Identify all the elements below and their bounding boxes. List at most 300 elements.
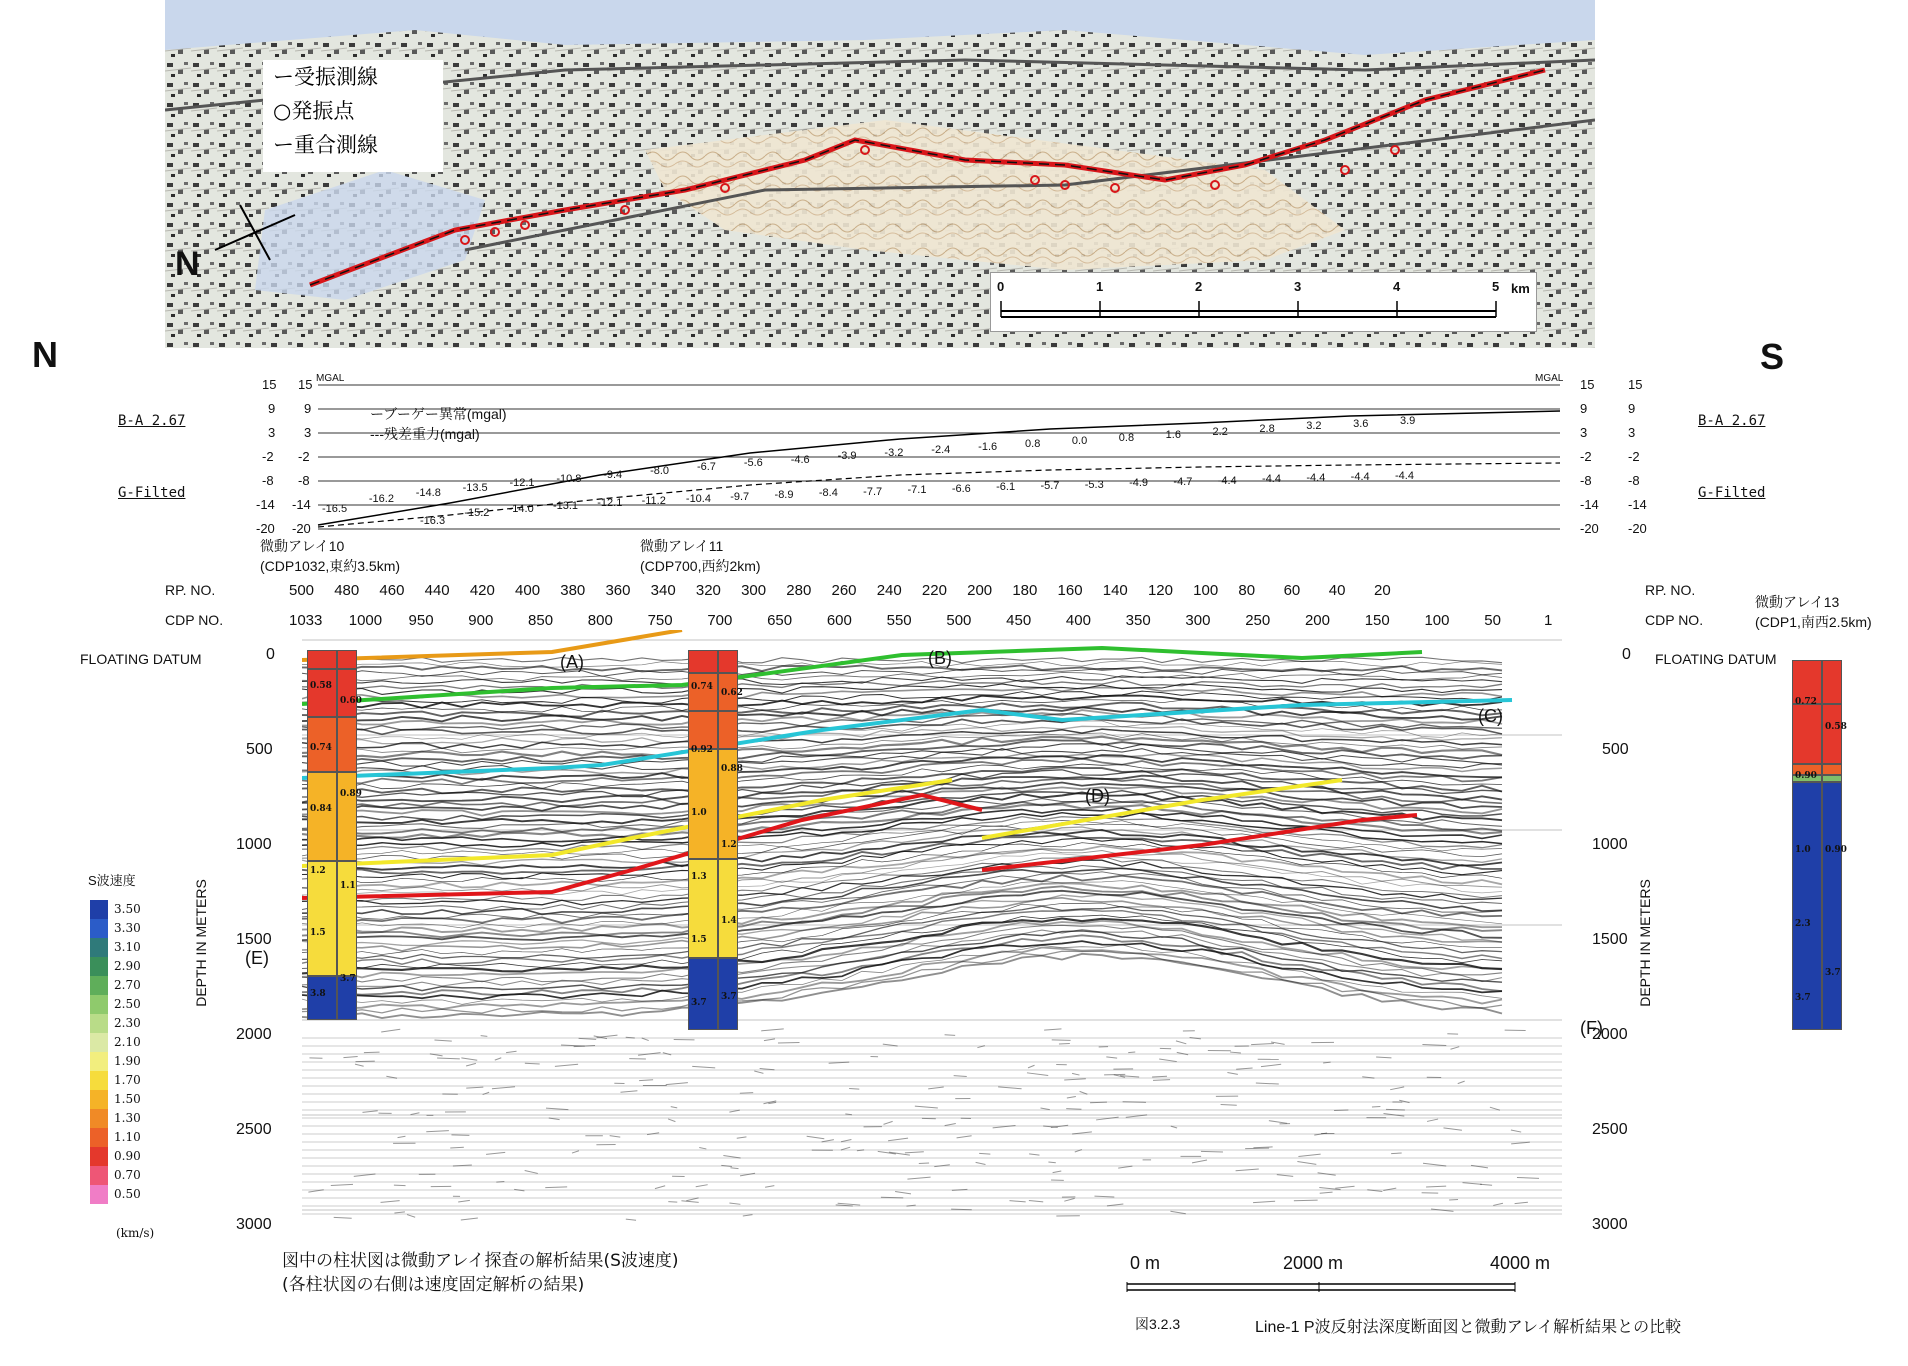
velocity-value-left: 0.58: [310, 680, 332, 691]
noise-trace: [1515, 1202, 1528, 1203]
scalebar-2000: 2000 m: [1283, 1253, 1344, 1273]
residual-value: -4.4: [1350, 471, 1370, 484]
velocity-value-right: 0.58: [1825, 721, 1847, 732]
bouguer-value: -2.4: [931, 443, 951, 456]
velocity-value-left: 0.74: [310, 742, 332, 753]
velocity-value-left: 1.0: [691, 808, 707, 819]
noise-trace: [934, 1165, 950, 1167]
noise-trace: [954, 1076, 967, 1077]
velocity-layer: [307, 650, 337, 669]
velocity-legend-swatch: [90, 938, 108, 957]
gravity-tick-right-inner: 15: [1580, 377, 1595, 392]
noise-trace: [1422, 1044, 1446, 1045]
marker-e: (E): [245, 948, 269, 968]
interpreted-horizon: [302, 630, 682, 660]
velocity-legend-swatch: [90, 900, 108, 919]
noise-trace: [699, 1147, 706, 1148]
cdp-tick: 1000: [348, 612, 383, 629]
cdp-tick: 100: [1424, 612, 1450, 629]
velocity-value-left: 0.90: [1795, 771, 1817, 781]
bouguer-value: 0.0: [1071, 434, 1088, 447]
noise-trace: [1480, 1184, 1492, 1185]
rp-label-right: RP. NO.: [1645, 582, 1696, 598]
gravity-tick-right-inner: -2: [1580, 449, 1592, 464]
noise-trace: [1251, 1044, 1274, 1045]
depth-axis-title-right: DEPTH IN METERS: [1636, 879, 1653, 1007]
map-scale-tick-5: 5: [1492, 279, 1500, 294]
velocity-layer: [718, 650, 738, 673]
map-scale-unit: km: [1511, 281, 1530, 296]
ba-label-right: B-A 2.67: [1698, 413, 1766, 429]
velocity-legend-swatch: [90, 1128, 108, 1147]
marker-f: (F): [1580, 1018, 1603, 1038]
floating-datum-right: FLOATING DATUM: [1655, 651, 1777, 667]
cdp-tick: 600: [826, 612, 852, 629]
noise-trace: [668, 1119, 675, 1122]
velocity-value-left: 2.3: [1795, 919, 1811, 929]
velocity-layer: [337, 669, 357, 717]
noise-trace: [355, 1064, 364, 1066]
gravity-tick-right: -8: [1628, 473, 1640, 488]
depth-tick-left: 2500: [236, 1121, 272, 1138]
residual-value: -12.1: [597, 497, 623, 510]
gravity-tick-left: 9: [268, 401, 276, 416]
depth-tick-left: 1500: [236, 931, 272, 948]
scalebar-0: 0 m: [1130, 1253, 1161, 1273]
cdp-tick: 800: [587, 612, 613, 629]
noise-trace: [362, 1111, 377, 1113]
depth-tick-left: 500: [246, 741, 273, 758]
noise-trace: [723, 1156, 740, 1158]
velocity-value-right: 3.7: [340, 973, 356, 984]
noise-trace: [1029, 1154, 1039, 1155]
depth-tick-right: 2500: [1592, 1121, 1628, 1138]
noise-trace: [1029, 1201, 1043, 1202]
velocity-value-left: 3.7: [1795, 993, 1811, 1003]
residual-value: -14.0: [508, 502, 534, 515]
rp-tick: 140: [1102, 582, 1128, 599]
gravity-tick-left: -8: [262, 473, 274, 488]
reflector-trace: [302, 676, 1502, 685]
velocity-legend-swatch: [90, 1109, 108, 1128]
noise-trace: [1177, 1052, 1188, 1054]
velocity-legend-value: 1.50: [114, 1092, 141, 1106]
noise-trace: [905, 1152, 924, 1153]
rp-tick: 20: [1374, 582, 1391, 599]
bouguer-value: -12.1: [509, 477, 535, 490]
noise-trace: [915, 1106, 938, 1108]
gravity-tick-right-inner: 3: [1580, 425, 1588, 440]
map-scale-tick-3: 3: [1294, 279, 1302, 294]
noise-trace: [1066, 1109, 1081, 1110]
noise-trace: [1261, 1064, 1281, 1066]
velocity-value-left: 1.3: [691, 871, 707, 882]
cdp-tick: 850: [528, 612, 554, 629]
velocity-legend-value: 3.30: [114, 921, 141, 935]
floating-datum-left: FLOATING DATUM: [80, 651, 202, 667]
velocity-legend-swatch: [90, 1071, 108, 1090]
gravity-tick-right: 15: [1628, 377, 1643, 392]
noise-trace: [1253, 1201, 1275, 1202]
rp-tick: 360: [605, 582, 631, 599]
mgal-right: MGAL: [1535, 373, 1564, 384]
rp-tick: 220: [921, 582, 947, 599]
bouguer-value: 2.2: [1212, 426, 1228, 439]
noise-trace: [334, 1217, 352, 1218]
noise-trace: [546, 1108, 568, 1109]
noise-trace: [466, 1063, 476, 1066]
map-scale-bar: [990, 272, 1537, 332]
noise-trace: [1090, 1102, 1107, 1103]
velocity-legend-swatch: [90, 976, 108, 995]
noise-trace: [450, 1147, 464, 1148]
cdp-label-right: CDP NO.: [1645, 612, 1704, 628]
noise-trace: [1256, 1083, 1279, 1084]
velocity-legend-swatch: [90, 1090, 108, 1109]
legend-shot-point: ○発振点: [273, 99, 355, 123]
rp-tick: 100: [1193, 582, 1219, 599]
noise-trace: [807, 1136, 825, 1138]
noise-trace: [1458, 1081, 1465, 1083]
gf-label-right: G-Filted: [1698, 485, 1766, 501]
gravity-tick-left-inner: -14: [292, 497, 311, 512]
noise-trace: [928, 1087, 944, 1089]
noise-trace: [1176, 1041, 1186, 1044]
velocity-legend-swatch: [90, 1014, 108, 1033]
bouguer-value: -1.6: [978, 440, 998, 453]
bouguer-value: 3.2: [1306, 420, 1322, 433]
noise-trace: [1152, 1076, 1167, 1077]
noise-trace: [1201, 1151, 1223, 1152]
map-scale-tick-0: 0: [997, 279, 1005, 294]
rp-tick: 440: [424, 582, 450, 599]
gravity-tick-left: -14: [256, 497, 275, 512]
map-scale-tick-4: 4: [1393, 279, 1401, 294]
north-direction-label: N: [32, 334, 58, 375]
noise-trace: [1067, 1096, 1076, 1097]
noise-trace: [1493, 1203, 1503, 1205]
noise-trace: [907, 1177, 930, 1179]
gravity-tick-left-inner: 9: [304, 401, 312, 416]
noise-trace: [1170, 1211, 1185, 1213]
mgal-left: MGAL: [316, 373, 345, 384]
noise-trace: [1230, 1052, 1241, 1053]
cdp-tick: 750: [647, 612, 673, 629]
marker-d: (D): [1085, 786, 1110, 806]
velocity-value-left: 3.8: [310, 989, 326, 1000]
location-map: [165, 0, 1595, 348]
cdp-tick: 250: [1245, 612, 1271, 629]
velocity-layer: [337, 861, 357, 976]
noise-trace: [754, 1071, 763, 1073]
bouguer-value: 0.8: [1118, 431, 1135, 444]
depth-tick-right: 2000: [1592, 1026, 1628, 1043]
array10-sub: (CDP1032,東約3.5km): [260, 558, 401, 574]
velocity-value-left: 1.5: [691, 935, 707, 945]
rp-tick: 320: [695, 582, 721, 599]
bouguer-value: 3.6: [1353, 417, 1369, 430]
noise-trace: [495, 1058, 501, 1060]
velocity-layer: [307, 669, 337, 717]
noise-trace: [1320, 1192, 1333, 1193]
depth-tick-left: 3000: [236, 1216, 272, 1233]
noise-trace: [492, 1087, 515, 1089]
figure-number: 図3.2.3: [1135, 1316, 1181, 1332]
cdp-tick: 1: [1544, 612, 1553, 629]
rp-tick: 60: [1283, 582, 1301, 599]
cdp-tick: 650: [767, 612, 793, 629]
noise-trace: [1044, 1029, 1061, 1030]
noise-trace: [461, 1058, 477, 1060]
noise-trace: [1297, 1161, 1316, 1164]
marker-a: (A): [560, 652, 584, 672]
cdp-tick: 50: [1484, 612, 1501, 629]
noise-trace: [1192, 1160, 1207, 1163]
residual-value: -5.3: [1084, 478, 1104, 491]
residual-value: -4.4: [1306, 472, 1326, 485]
noise-trace: [829, 1062, 850, 1063]
noise-trace: [647, 1133, 659, 1135]
noise-trace: [381, 1201, 400, 1203]
residual-value: -8.4: [818, 487, 838, 500]
map-scale-tick-1: 1: [1096, 279, 1104, 294]
noise-trace: [1391, 1153, 1402, 1154]
rp-tick: 180: [1012, 582, 1038, 599]
noise-trace: [331, 1184, 353, 1185]
rp-tick: 460: [379, 582, 405, 599]
legend-residual: ---残差重力(mgal): [370, 426, 480, 442]
cdp-tick: 450: [1006, 612, 1032, 629]
residual-value: -11.2: [641, 495, 666, 508]
velocity-layer: [337, 717, 357, 773]
gravity-tick-right-inner: -20: [1580, 521, 1599, 536]
velocity-layer: [688, 650, 718, 673]
noise-trace: [729, 1110, 739, 1112]
velocity-legend-value: 2.90: [114, 959, 141, 973]
gravity-tick-left-inner: 3: [304, 425, 312, 440]
velocity-legend-value: 3.10: [114, 940, 141, 954]
array11-sub: (CDP700,西約2km): [640, 558, 761, 574]
noise-trace: [407, 1215, 415, 1218]
noise-trace: [458, 1200, 470, 1202]
residual-value: -7.7: [863, 485, 883, 498]
depth-tick-right: 1000: [1592, 836, 1628, 853]
rp-tick: 240: [876, 582, 902, 599]
depth-tick-left: 1000: [236, 836, 272, 853]
velocity-layer: [718, 859, 738, 958]
rp-tick: 500: [289, 582, 315, 599]
noise-trace: [626, 1037, 635, 1038]
noise-trace: [1053, 1171, 1062, 1173]
noise-trace: [721, 1165, 732, 1166]
residual-value: -4.4: [1217, 474, 1237, 487]
gf-label-left: G-Filted: [118, 485, 186, 501]
noise-trace: [671, 1107, 677, 1108]
velocity-value-right: 1.4: [721, 916, 737, 926]
noise-trace: [1277, 1175, 1293, 1177]
noise-trace: [496, 1182, 504, 1183]
noise-trace: [1463, 1183, 1482, 1185]
noise-trace: [1153, 1080, 1170, 1081]
noise-trace: [1427, 1119, 1438, 1121]
bouguer-value: 2.8: [1259, 423, 1275, 436]
velocity-legend-swatch: [90, 1052, 108, 1071]
gravity-tick-left-inner: 15: [298, 377, 313, 392]
marker-c: (C): [1478, 706, 1503, 726]
velocity-value-right: 0.90: [1825, 845, 1847, 855]
noise-trace: [381, 1029, 400, 1032]
velocity-value-left: 0.74: [691, 681, 713, 692]
noise-trace: [764, 1039, 775, 1041]
bouguer-value: -3.2: [884, 447, 904, 460]
noise-trace: [525, 1171, 538, 1174]
noise-trace: [1118, 1166, 1132, 1168]
noise-trace: [1059, 1043, 1070, 1044]
legend-stack-line: ー重合測線: [273, 133, 378, 157]
array13-title: 微動アレイ13: [1755, 594, 1840, 610]
gravity-tick-left: 15: [262, 377, 277, 392]
velocity-layer: [1822, 782, 1842, 1030]
noise-trace: [881, 1197, 903, 1198]
noise-trace: [1426, 1186, 1446, 1187]
noise-trace: [639, 1080, 653, 1081]
bouguer-value: -9.4: [603, 468, 623, 481]
velocity-layer: [688, 673, 718, 711]
velocity-legend-swatch: [90, 995, 108, 1014]
noise-trace: [895, 1191, 911, 1193]
rp-tick: 280: [786, 582, 812, 599]
bouguer-value: -3.9: [837, 450, 857, 463]
cdp-tick: 150: [1364, 612, 1390, 629]
noise-trace: [1511, 1142, 1530, 1144]
velocity-value-left: 0.72: [1795, 697, 1817, 707]
noise-trace: [1298, 1154, 1320, 1156]
seismic-reflections: [302, 630, 1562, 1228]
velocity-layer: [307, 861, 337, 976]
noise-trace: [1028, 1065, 1035, 1068]
noise-trace: [1511, 1130, 1521, 1132]
noise-trace: [729, 1203, 740, 1204]
noise-trace: [841, 1140, 851, 1142]
scalebar-4000: 4000 m: [1490, 1253, 1551, 1273]
caption-line-1: 図中の柱状図は微動アレイ探査の解析結果(S波速度): [282, 1251, 679, 1271]
rp-tick: 400: [515, 582, 541, 599]
bouguer-value: -10.8: [556, 472, 582, 485]
noise-trace: [976, 1162, 986, 1164]
bouguer-value: 0.8: [1025, 437, 1041, 450]
bouguer-value: 1.6: [1165, 428, 1181, 441]
depth-tick-right: 0: [1622, 646, 1631, 663]
bouguer-value: -13.5: [462, 481, 488, 494]
residual-value: -9.7: [730, 491, 750, 504]
gravity-tick-right-inner: 9: [1580, 401, 1588, 416]
rp-tick: 300: [741, 582, 767, 599]
velocity-value-right: 0.62: [721, 688, 743, 698]
residual-value: -15.2: [464, 506, 490, 519]
noise-trace: [354, 1174, 376, 1176]
noise-trace: [555, 1064, 578, 1066]
noise-trace: [737, 1137, 747, 1138]
velocity-value-right: 0.88: [721, 764, 743, 774]
noise-trace: [1027, 1073, 1048, 1076]
seismic-section: [302, 630, 1562, 1228]
noise-trace: [506, 1051, 516, 1052]
velocity-legend-swatch: [90, 919, 108, 938]
rp-tick: 480: [334, 582, 360, 599]
noise-trace: [849, 1089, 859, 1090]
noise-trace: [1064, 1079, 1086, 1080]
noise-trace: [343, 1057, 357, 1058]
noise-trace: [1490, 1107, 1500, 1110]
velocity-value-left: 0.84: [310, 804, 332, 815]
bouguer-value: -5.6: [743, 457, 763, 470]
noise-trace: [411, 1113, 420, 1115]
noise-trace: [466, 1087, 483, 1088]
velocity-legend-swatch: [90, 1147, 108, 1166]
velocity-layer: [337, 650, 357, 669]
velocity-legend-swatch: [90, 1185, 108, 1204]
velocity-unit: (km/s): [116, 1226, 155, 1240]
noise-trace: [1072, 1073, 1079, 1075]
noise-trace: [1190, 1038, 1201, 1039]
noise-trace: [1236, 1068, 1252, 1069]
velocity-legend-swatch: [90, 1033, 108, 1052]
cdp-tick: 900: [468, 612, 494, 629]
cdp-tick: 350: [1125, 612, 1151, 629]
noise-trace: [686, 1198, 698, 1201]
velocity-layer: [688, 749, 718, 859]
noise-trace: [1236, 1169, 1259, 1171]
noise-trace: [778, 1042, 799, 1043]
noise-trace: [579, 1038, 597, 1039]
noise-trace: [486, 1152, 505, 1154]
noise-trace: [765, 1186, 774, 1188]
noise-trace: [740, 1173, 755, 1176]
velocity-legend-value: 3.50: [114, 902, 141, 916]
gravity-tick-right: -14: [1628, 497, 1647, 512]
noise-trace: [1041, 1108, 1050, 1110]
residual-value: -8.9: [774, 489, 794, 502]
velocity-legend-value: 2.50: [114, 997, 141, 1011]
velocity-layer: [1822, 704, 1842, 763]
velocity-layer: [688, 711, 718, 749]
velocity-layer: [718, 711, 738, 749]
noise-trace: [1269, 1121, 1287, 1124]
velocity-legend-title: S波速度: [88, 873, 136, 888]
velocity-legend-value: 1.90: [114, 1054, 141, 1068]
noise-trace: [1072, 1132, 1092, 1134]
noise-trace: [545, 1187, 567, 1188]
bouguer-value: -14.8: [415, 487, 441, 500]
noise-trace: [1009, 1201, 1025, 1202]
velocity-legend-value: 0.70: [114, 1168, 141, 1182]
residual-value: -7.1: [907, 484, 927, 497]
velocity-layer: [1792, 704, 1822, 763]
cdp-tick: 200: [1304, 612, 1330, 629]
noise-trace: [998, 1087, 1021, 1089]
noise-trace: [1386, 1109, 1405, 1110]
cdp-tick: 550: [886, 612, 912, 629]
noise-trace: [822, 1140, 834, 1142]
depth-tick-right: 3000: [1592, 1216, 1628, 1233]
noise-trace: [945, 1035, 956, 1036]
reflector-trace: [302, 680, 1502, 690]
noise-trace: [572, 1151, 579, 1153]
noise-trace: [951, 1209, 972, 1210]
residual-value: -16.3: [420, 515, 446, 527]
noise-trace: [642, 1038, 649, 1041]
velocity-layer: [1822, 775, 1842, 782]
